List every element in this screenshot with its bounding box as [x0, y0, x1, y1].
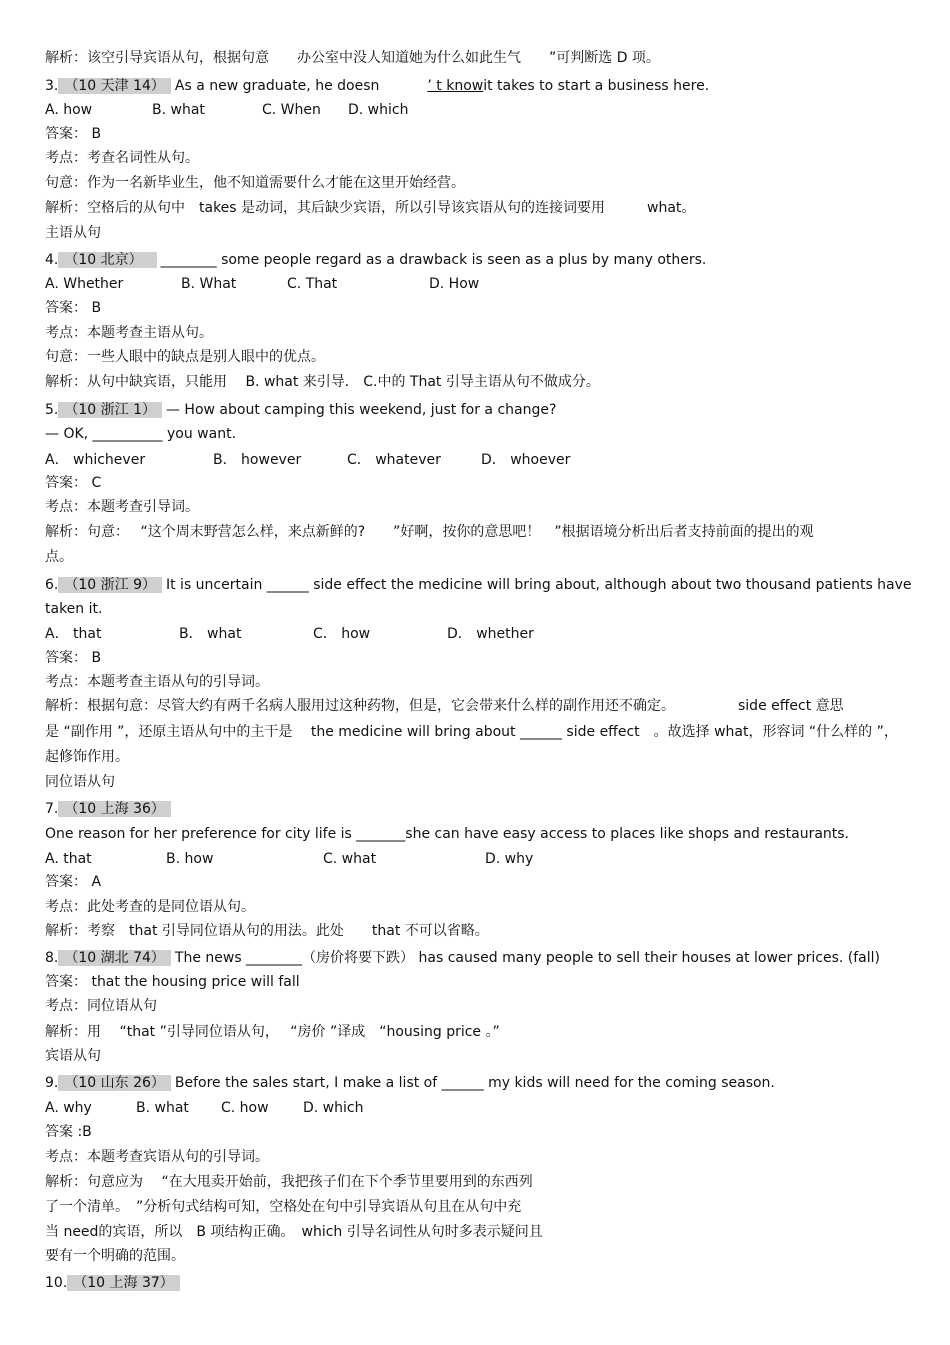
question-text: it takes to start a business here.: [483, 78, 710, 94]
point-line: 考点：本题考查主语从句的引导词。: [45, 674, 269, 690]
answer-line: 答案： B: [45, 650, 102, 666]
meaning-line: 句意：作为一名新毕业生，他不知道需要什么才能在这里开始经营。: [45, 175, 465, 191]
analysis-line: 当 need的宾语，所以 B 项结构正确。 which 引导名词性从句时多表示疑问且: [45, 1224, 543, 1240]
source-tag: （10 上海 37）: [67, 1275, 180, 1291]
analysis-line: 解析：根据句意：尽管大约有两千名病人服用过这种药物，但是，它会带来什么样的副作用还不确定。 side effect 意思: [45, 698, 844, 714]
answer-line: 答案： B: [45, 300, 102, 316]
option-c: C． how: [313, 626, 371, 642]
text-line: 解析：该空引导宾语从句，根据句意 办公室中没人知道她为什么如此生气 ”可判断选 D 项。: [45, 50, 660, 66]
option-a: A． whichever: [45, 452, 146, 468]
question-text: ________ some people regard as a drawback is seen as a plus by many others.: [160, 252, 707, 268]
question-number: 10.: [45, 1275, 68, 1291]
option-a: A. why: [45, 1100, 92, 1116]
question-text: As a new graduate, he doesn: [174, 78, 380, 94]
question-text: — OK, __________ you want.: [45, 426, 237, 442]
option-a: A. how: [45, 102, 93, 118]
question-number: 8.: [45, 950, 59, 966]
option-b: B. how: [166, 851, 214, 867]
option-c: C. what: [323, 851, 377, 867]
section-heading: 宾语从句: [45, 1048, 101, 1064]
analysis-line: 解析：句意： “这个周末野营怎么样，来点新鲜的? ”好啊，按你的意思吧！ ”根据语境分析出后者支持前面的提出的观: [45, 524, 814, 540]
option-d: D. why: [485, 851, 534, 867]
question-8: [45, 947, 880, 969]
option-d: D． whether: [447, 626, 534, 642]
answer-line: 答案： A: [45, 874, 102, 890]
point-line: 考点：本题考查引导词。: [45, 499, 199, 515]
option-b: B. What: [181, 276, 237, 292]
option-c: C. how: [221, 1100, 269, 1116]
question-number: 7.: [45, 801, 59, 817]
question-text: taken it.: [45, 601, 103, 617]
meaning-line: 句意：一些人眼中的缺点是别人眼中的优点。: [45, 349, 325, 365]
source-tag: （10 浙江 9）: [58, 577, 162, 593]
section-heading: 同位语从句: [45, 774, 115, 790]
analysis-line: 点。: [45, 549, 73, 565]
options-row: [45, 848, 533, 870]
options-row: [45, 449, 570, 471]
options-row: [45, 99, 408, 121]
source-tag: （10 北京）: [58, 252, 156, 268]
analysis-line: 了一个清单。 ”分析句式结构可知，空格处在句中引导宾语从句且在从句中充: [45, 1199, 522, 1215]
source-tag: （10 湖北 74）: [58, 950, 171, 966]
question-5: [45, 399, 556, 421]
options-row: [45, 273, 479, 295]
option-a: A. Whether: [45, 276, 124, 292]
option-a: A． that: [45, 626, 102, 642]
question-3: [45, 75, 709, 97]
source-tag: （10 山东 26）: [58, 1075, 171, 1091]
option-b: B. what: [152, 102, 205, 118]
options-row: [45, 1097, 363, 1119]
question-number: 3.: [45, 78, 59, 94]
point-line: 考点：考查名词性从句。: [45, 150, 199, 166]
option-d: D． whoever: [481, 452, 571, 468]
underlined-text: ’ t know: [427, 78, 484, 94]
options-row: [45, 623, 534, 645]
option-c: C． whatever: [347, 452, 441, 468]
analysis-line: 要有一个明确的范围。: [45, 1248, 185, 1264]
option-d: D. which: [348, 102, 409, 118]
source-tag: （10 浙江 1）: [58, 402, 162, 418]
question-7: [45, 798, 175, 820]
question-text: — How about camping this weekend, just for a change?: [165, 402, 557, 418]
question-number: 4.: [45, 252, 59, 268]
question-4: [45, 249, 706, 271]
option-a: A. that: [45, 851, 92, 867]
point-line: 考点：本题考查主语从句。: [45, 325, 213, 341]
analysis-line: 解析：空格后的从句中 takes 是动词，其后缺少宾语，所以引导该宾语从句的连接词要用 what。: [45, 200, 696, 216]
question-text: The news ________（房价将要下跌） has caused many people to sell their houses at lower prices. (fall): [174, 950, 880, 966]
question-text: It is uncertain ______ side effect the medicine will bring about, although about two thousand patients have: [165, 577, 912, 593]
answer-line: 答案： C: [45, 475, 102, 491]
question-9: [45, 1072, 775, 1094]
question-10: [45, 1272, 184, 1294]
question-number: 9.: [45, 1075, 59, 1091]
question-6: [45, 574, 912, 596]
point-line: 考点：同位语从句: [45, 998, 157, 1014]
analysis-line: 起修饰作用。: [45, 749, 129, 765]
analysis-line: 解析：从句中缺宾语，只能用 B. what 来引导． C.中的 That 引导主语从句不做成分。: [45, 374, 600, 390]
analysis-line: 解析：句意应为 “在大甩卖开始前，我把孩子们在下个季节里要用到的东西列: [45, 1174, 533, 1190]
source-tag: （10 天津 14）: [58, 78, 171, 94]
question-number: 6.: [45, 577, 59, 593]
option-b: B. what: [136, 1100, 189, 1116]
option-b: B． what: [179, 626, 242, 642]
analysis-line: 是 “副作用 ”，还原主语从句中的主干是 the medicine will bring about ______ side effect 。故选择 what，形容词 “什么样的 ”，: [45, 724, 898, 740]
analysis-line: 解析：考察 that 引导同位语从句的用法。此处 that 不可以省略。: [45, 923, 489, 939]
option-d: D. How: [429, 276, 480, 292]
question-number: 5.: [45, 402, 59, 418]
answer-line: 答案 :B: [45, 1124, 92, 1140]
option-c: C. That: [287, 276, 338, 292]
option-c: C. When: [262, 102, 321, 118]
option-d: D. which: [303, 1100, 364, 1116]
analysis-line: 解析：用 “that ”引导同位语从句， “房价 ”译成 “housing price 。”: [45, 1024, 500, 1040]
point-line: 考点：此处考查的是同位语从句。: [45, 899, 255, 915]
answer-line: 答案： that the housing price will fall: [45, 974, 300, 990]
point-line: 考点：本题考查宾语从句的引导词。: [45, 1149, 269, 1165]
option-b: B． however: [213, 452, 302, 468]
section-heading: 主语从句: [45, 225, 101, 241]
source-tag: （10 上海 36）: [58, 801, 171, 817]
question-text: One reason for her preference for city life is _______she can have easy access to places like shops and restaurants.: [45, 826, 850, 842]
question-text: Before the sales start, I make a list of ______ my kids will need for the coming season.: [174, 1075, 775, 1091]
answer-line: 答案： B: [45, 126, 102, 142]
